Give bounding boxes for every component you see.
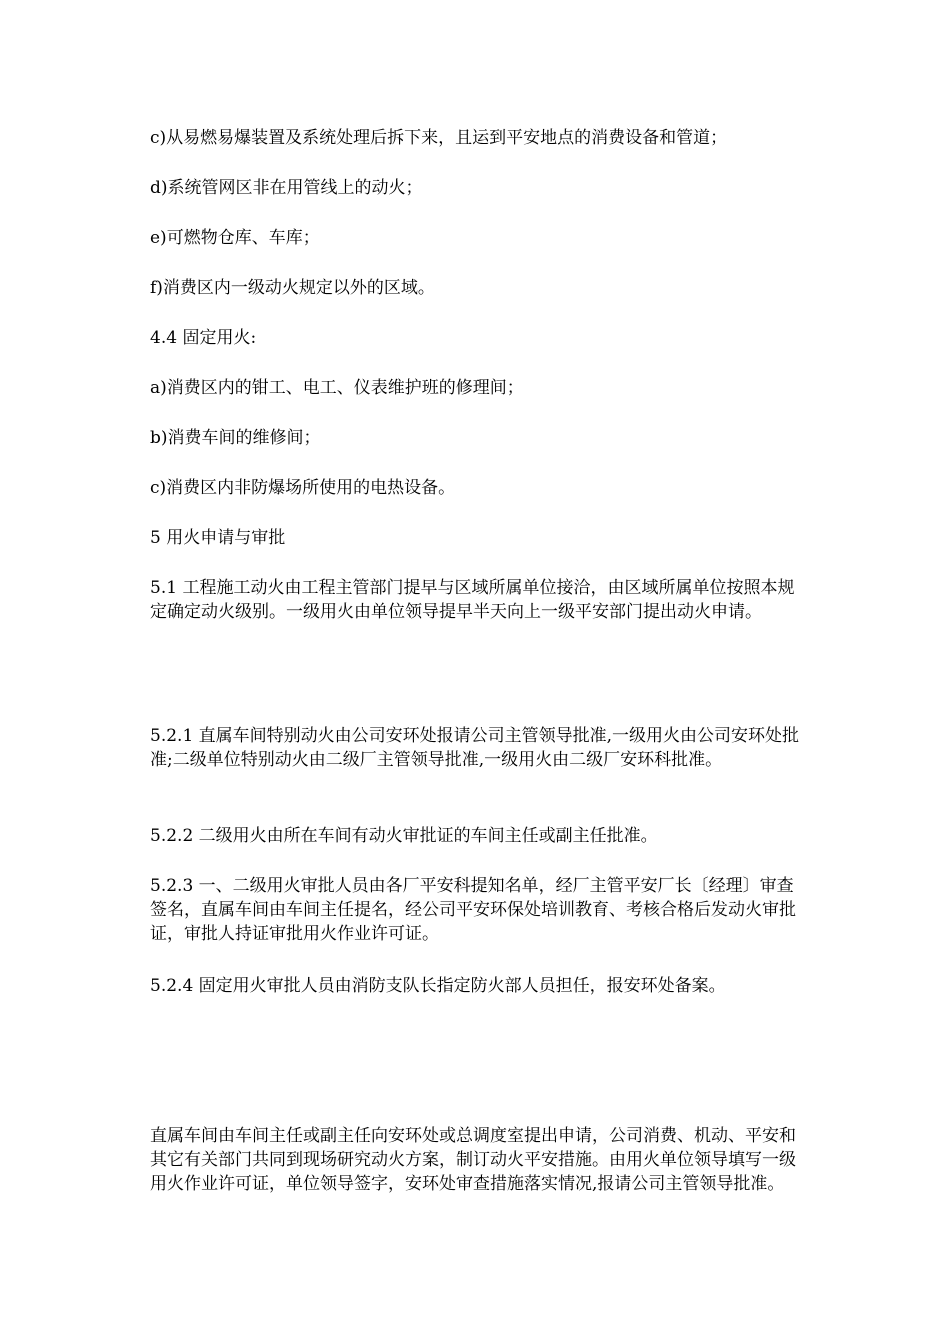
paragraph-e-warehouse: e)可燃物仓库、车库； — [150, 228, 320, 248]
paragraph-d-pipeline: d)系统管网区非在用管线上的动火； — [150, 178, 423, 198]
paragraph-5-2-3: 5.2.3 一、二级用火审批人员由各厂平安科提知名单，经厂主管平安厂长〔经理〕审查签名，直属车间由车间主任提名，经公司平安环保处培训教育、考核合格后发动火审批证，审批人持证审批用火作业许可证。 — [150, 876, 796, 944]
paragraph-direct-workshop: 直属车间由车间主任或副主任向安环处或总调度室提出申请，公司消费、机动、平安和其它有关部门共同到现场研究动火方案，制订动火平安措施。由用火单位领导填写一级用火作业许可证，单位领导签字，安环处审查措施落实情况,报请公司主管领导批准。 — [150, 1126, 796, 1194]
paragraph-a-repair-room: a)消费区内的钳工、电工、仪表维护班的修理间； — [150, 378, 524, 398]
paragraph-c-electric-heating: c)消费区内非防爆场所使用的电热设备。 — [150, 478, 456, 498]
paragraph-5-2-4: 5.2.4 固定用火审批人员由消防支队长指定防火部人员担任，报安环处备案。 — [150, 976, 726, 996]
paragraph-5-2-2: 5.2.2 二级用火由所在车间有动火审批证的车间主任或副主任批准。 — [150, 826, 658, 846]
paragraph-f-area: f)消费区内一级动火规定以外的区域。 — [150, 278, 435, 298]
paragraph-c-equipment: c)从易燃易爆装置及系统处理后拆下来，且运到平安地点的消费设备和管道； — [150, 128, 728, 148]
section-heading-5: 5 用火申请与审批 — [150, 528, 286, 548]
paragraph-b-maintenance: b)消费车间的维修间； — [150, 428, 321, 448]
section-heading-4-4: 4.4 固定用火: — [150, 328, 257, 348]
paragraph-5-1: 5.1 工程施工动火由工程主管部门提早与区域所属单位接洽，由区域所属单位按照本规定确定动火级别。一级用火由单位领导提早半天向上一级平安部门提出动火申请。 — [150, 578, 795, 622]
paragraph-5-2-1: 5.2.1 直属车间特别动火由公司安环处报请公司主管领导批准,一级用火由公司安环处批准;二级单位特别动火由二级厂主管领导批准,一级用火由二级厂安环科批准。 — [150, 726, 800, 770]
